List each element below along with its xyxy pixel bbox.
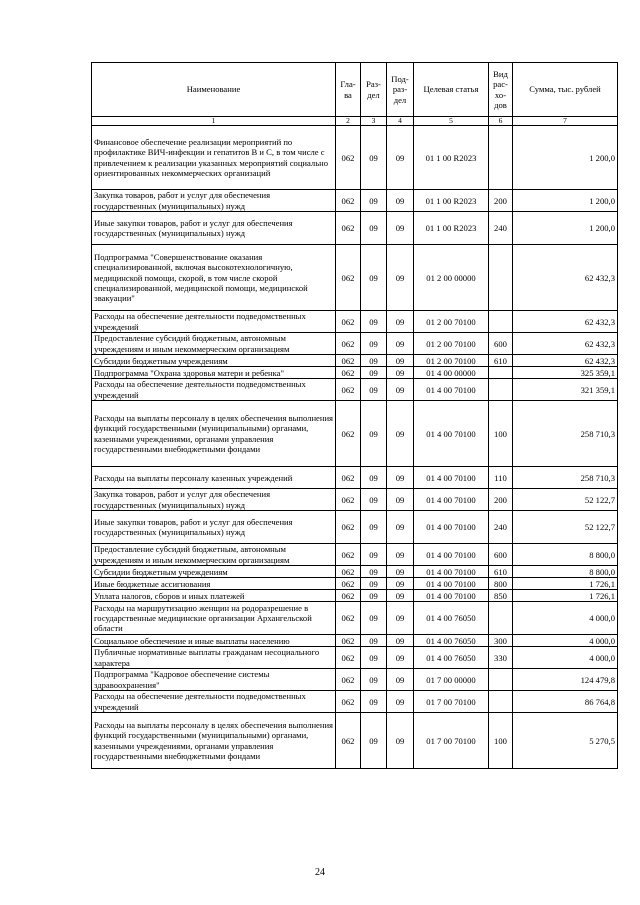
cell-target: 01 4 00 70100 — [414, 379, 489, 401]
table-row — [92, 511, 618, 544]
budget-table-container — [91, 62, 617, 769]
cell-subsection: 09 — [387, 647, 414, 669]
cell-target: 01 1 00 R2023 — [414, 212, 489, 245]
cell-chapter: 062 — [336, 590, 361, 602]
cell-name: Подпрограмма "Охрана здоровья матери и ребенка" — [92, 367, 336, 379]
cell-kind: 610 — [489, 566, 513, 578]
cell-section: 09 — [361, 566, 387, 578]
table-row — [92, 355, 618, 367]
cell-kind: 110 — [489, 467, 513, 489]
cell-sum: 62 432,3 — [513, 311, 618, 333]
table-row — [92, 367, 618, 379]
cell-name: Расходы на выплаты персоналу в целях обеспечения выполнения функций государственными (муниципальными) органами, казенными учреждениями, органами управления государственными внебюджетными фондами — [92, 713, 336, 769]
cell-subsection: 09 — [387, 713, 414, 769]
cell-sum: 321 359,1 — [513, 379, 618, 401]
cell-sum: 8 800,0 — [513, 544, 618, 566]
cell-name: Предоставление субсидий бюджетным, автономным учреждениям и иным некоммерческим организациям — [92, 333, 336, 355]
column-number: 2 — [336, 117, 361, 126]
table-row — [92, 669, 618, 691]
cell-sum: 8 800,0 — [513, 566, 618, 578]
cell-name: Субсидии бюджетным учреждениям — [92, 566, 336, 578]
cell-name: Закупка товаров, работ и услуг для обеспечения государственных (муниципальных) нужд — [92, 489, 336, 511]
cell-target: 01 7 00 00000 — [414, 669, 489, 691]
cell-sum: 62 432,3 — [513, 245, 618, 311]
cell-name: Расходы на обеспечение деятельности подведомственных учреждений — [92, 691, 336, 713]
cell-kind — [489, 126, 513, 190]
cell-chapter: 062 — [336, 212, 361, 245]
table-row — [92, 126, 618, 190]
cell-sum: 52 122,7 — [513, 511, 618, 544]
cell-chapter: 062 — [336, 467, 361, 489]
cell-kind — [489, 379, 513, 401]
cell-name: Предоставление субсидий бюджетным, автономным учреждениям и иным некоммерческим организациям — [92, 544, 336, 566]
cell-subsection: 09 — [387, 311, 414, 333]
cell-sum: 86 764,8 — [513, 691, 618, 713]
cell-target: 01 7 00 70100 — [414, 713, 489, 769]
cell-chapter: 062 — [336, 379, 361, 401]
cell-target: 01 7 00 70100 — [414, 691, 489, 713]
cell-target: 01 4 00 70100 — [414, 590, 489, 602]
cell-section: 09 — [361, 635, 387, 647]
header-name: Наименование — [92, 63, 336, 117]
cell-name: Иные закупки товаров, работ и услуг для обеспечения государственных (муниципальных) нужд — [92, 511, 336, 544]
cell-section: 09 — [361, 691, 387, 713]
cell-subsection: 09 — [387, 467, 414, 489]
cell-kind — [489, 691, 513, 713]
column-number: 7 — [513, 117, 618, 126]
cell-section: 09 — [361, 602, 387, 635]
cell-sum: 1 200,0 — [513, 212, 618, 245]
cell-section: 09 — [361, 401, 387, 467]
cell-sum: 4 000,0 — [513, 635, 618, 647]
column-number: 6 — [489, 117, 513, 126]
cell-subsection: 09 — [387, 669, 414, 691]
cell-name: Уплата налогов, сборов и иных платежей — [92, 590, 336, 602]
cell-kind: 330 — [489, 647, 513, 669]
cell-chapter: 062 — [336, 713, 361, 769]
cell-sum: 1 200,0 — [513, 126, 618, 190]
cell-section: 09 — [361, 245, 387, 311]
cell-chapter: 062 — [336, 669, 361, 691]
cell-chapter: 062 — [336, 489, 361, 511]
cell-chapter: 062 — [336, 635, 361, 647]
table-row — [92, 647, 618, 669]
table-row — [92, 245, 618, 311]
cell-name: Расходы на выплаты персоналу казенных учреждений — [92, 467, 336, 489]
cell-subsection: 09 — [387, 489, 414, 511]
cell-section: 09 — [361, 126, 387, 190]
cell-kind: 300 — [489, 635, 513, 647]
cell-subsection: 09 — [387, 379, 414, 401]
page-number: 24 — [315, 867, 325, 878]
table-header-row — [92, 63, 618, 117]
cell-chapter: 062 — [336, 691, 361, 713]
table-row — [92, 467, 618, 489]
cell-section: 09 — [361, 647, 387, 669]
cell-sum: 4 000,0 — [513, 647, 618, 669]
cell-subsection: 09 — [387, 190, 414, 212]
cell-section: 09 — [361, 713, 387, 769]
table-row — [92, 691, 618, 713]
cell-name: Социальное обеспечение и иные выплаты населению — [92, 635, 336, 647]
cell-chapter: 062 — [336, 367, 361, 379]
cell-sum: 52 122,7 — [513, 489, 618, 511]
cell-kind: 600 — [489, 333, 513, 355]
cell-kind: 100 — [489, 401, 513, 467]
cell-kind: 100 — [489, 713, 513, 769]
cell-target: 01 4 00 70100 — [414, 401, 489, 467]
cell-name: Расходы на выплаты персоналу в целях обеспечения выполнения функций государственными (муниципальными) органами, казенными учреждениями, органами управления государственными внебюджетными фондами — [92, 401, 336, 467]
cell-subsection: 09 — [387, 635, 414, 647]
table-row — [92, 489, 618, 511]
table-body — [92, 126, 618, 769]
cell-chapter: 062 — [336, 190, 361, 212]
table-row — [92, 590, 618, 602]
cell-subsection: 09 — [387, 602, 414, 635]
cell-subsection: 09 — [387, 212, 414, 245]
cell-chapter: 062 — [336, 333, 361, 355]
cell-kind — [489, 602, 513, 635]
cell-name: Иные закупки товаров, работ и услуг для обеспечения государственных (муниципальных) нужд — [92, 212, 336, 245]
cell-target: 01 4 00 70100 — [414, 467, 489, 489]
cell-subsection: 09 — [387, 355, 414, 367]
cell-chapter: 062 — [336, 311, 361, 333]
cell-chapter: 062 — [336, 602, 361, 635]
table-row — [92, 333, 618, 355]
cell-section: 09 — [361, 544, 387, 566]
cell-name: Закупка товаров, работ и услуг для обеспечения государственных (муниципальных) нужд — [92, 190, 336, 212]
cell-sum: 258 710,3 — [513, 401, 618, 467]
table-row — [92, 578, 618, 590]
cell-kind: 600 — [489, 544, 513, 566]
cell-section: 09 — [361, 669, 387, 691]
cell-kind: 200 — [489, 190, 513, 212]
cell-sum: 1 726,1 — [513, 590, 618, 602]
column-number-row — [92, 117, 618, 126]
cell-sum: 1 200,0 — [513, 190, 618, 212]
cell-chapter: 062 — [336, 647, 361, 669]
cell-kind — [489, 311, 513, 333]
cell-kind: 240 — [489, 511, 513, 544]
header-kind: Вид рас-хо-дов — [489, 63, 513, 117]
cell-chapter: 062 — [336, 401, 361, 467]
cell-section: 09 — [361, 467, 387, 489]
cell-section: 09 — [361, 590, 387, 602]
cell-chapter: 062 — [336, 566, 361, 578]
cell-name: Подпрограмма "Совершенствование оказания специализированной, включая высокотехнологичную, медицинской помощи, скорой, в том числе скорой специализированной, медицинской помощи, медицинской эвакуации" — [92, 245, 336, 311]
cell-target: 01 2 00 00000 — [414, 245, 489, 311]
cell-name: Иные бюджетные ассигнования — [92, 578, 336, 590]
cell-target: 01 4 00 70100 — [414, 511, 489, 544]
cell-kind — [489, 669, 513, 691]
cell-target: 01 4 00 70100 — [414, 578, 489, 590]
cell-subsection: 09 — [387, 245, 414, 311]
cell-sum: 325 359,1 — [513, 367, 618, 379]
cell-subsection: 09 — [387, 590, 414, 602]
cell-target: 01 2 00 70100 — [414, 311, 489, 333]
cell-target: 01 4 00 70100 — [414, 566, 489, 578]
cell-subsection: 09 — [387, 691, 414, 713]
cell-name: Финансовое обеспечение реализации мероприятий по профилактике ВИЧ-инфекции и гепатитов B и C, в том числе с привлечением к реализации указанных мероприятий социально ориентированных некоммерческих организаций — [92, 126, 336, 190]
cell-target: 01 4 00 70100 — [414, 489, 489, 511]
cell-name: Подпрограмма "Кадровое обеспечение системы здравоохранения" — [92, 669, 336, 691]
cell-section: 09 — [361, 367, 387, 379]
cell-subsection: 09 — [387, 544, 414, 566]
cell-section: 09 — [361, 511, 387, 544]
table-row — [92, 713, 618, 769]
table-row — [92, 566, 618, 578]
cell-chapter: 062 — [336, 245, 361, 311]
table-row — [92, 635, 618, 647]
cell-section: 09 — [361, 489, 387, 511]
cell-kind: 610 — [489, 355, 513, 367]
cell-name: Субсидии бюджетным учреждениям — [92, 355, 336, 367]
cell-target: 01 1 00 R2023 — [414, 190, 489, 212]
cell-target: 01 2 00 70100 — [414, 355, 489, 367]
cell-target: 01 4 00 76050 — [414, 647, 489, 669]
cell-name: Расходы на обеспечение деятельности подведомственных учреждений — [92, 311, 336, 333]
cell-subsection: 09 — [387, 126, 414, 190]
table-row — [92, 379, 618, 401]
column-number: 5 — [414, 117, 489, 126]
cell-subsection: 09 — [387, 367, 414, 379]
cell-subsection: 09 — [387, 401, 414, 467]
cell-target: 01 4 00 70100 — [414, 544, 489, 566]
table-row — [92, 311, 618, 333]
cell-sum: 5 270,5 — [513, 713, 618, 769]
header-sum: Сумма, тыс. рублей — [513, 63, 618, 117]
cell-section: 09 — [361, 379, 387, 401]
header-chapter: Гла-ва — [336, 63, 361, 117]
table-row — [92, 602, 618, 635]
cell-sum: 62 432,3 — [513, 355, 618, 367]
cell-target: 01 4 00 00000 — [414, 367, 489, 379]
cell-section: 09 — [361, 190, 387, 212]
cell-subsection: 09 — [387, 333, 414, 355]
header-section: Раз-дел — [361, 63, 387, 117]
cell-kind: 240 — [489, 212, 513, 245]
cell-name: Расходы на обеспечение деятельности подведомственных учреждений — [92, 379, 336, 401]
column-number: 3 — [361, 117, 387, 126]
cell-name: Расходы на маршрутизацию женщин на родоразрешение в государственные медицинские организации Архангельской области — [92, 602, 336, 635]
cell-section: 09 — [361, 212, 387, 245]
cell-target: 01 2 00 70100 — [414, 333, 489, 355]
cell-chapter: 062 — [336, 355, 361, 367]
cell-sum: 62 432,3 — [513, 333, 618, 355]
cell-target: 01 1 00 R2023 — [414, 126, 489, 190]
cell-sum: 4 000,0 — [513, 602, 618, 635]
cell-sum: 124 479,8 — [513, 669, 618, 691]
column-number: 4 — [387, 117, 414, 126]
cell-name: Публичные нормативные выплаты гражданам несоциального характера — [92, 647, 336, 669]
table-row — [92, 190, 618, 212]
cell-subsection: 09 — [387, 578, 414, 590]
cell-kind: 800 — [489, 578, 513, 590]
table-row — [92, 544, 618, 566]
header-subsection: Под-раз-дел — [387, 63, 414, 117]
cell-kind: 200 — [489, 489, 513, 511]
cell-subsection: 09 — [387, 566, 414, 578]
cell-kind — [489, 245, 513, 311]
header-target: Целевая статья — [414, 63, 489, 117]
cell-kind — [489, 367, 513, 379]
cell-section: 09 — [361, 355, 387, 367]
cell-chapter: 062 — [336, 126, 361, 190]
cell-chapter: 062 — [336, 578, 361, 590]
cell-sum: 258 710,3 — [513, 467, 618, 489]
cell-section: 09 — [361, 311, 387, 333]
cell-target: 01 4 00 76050 — [414, 602, 489, 635]
budget-table — [91, 62, 618, 769]
table-row — [92, 401, 618, 467]
cell-chapter: 062 — [336, 544, 361, 566]
cell-kind: 850 — [489, 590, 513, 602]
cell-sum: 1 726,1 — [513, 578, 618, 590]
cell-section: 09 — [361, 333, 387, 355]
cell-subsection: 09 — [387, 511, 414, 544]
cell-chapter: 062 — [336, 511, 361, 544]
table-row — [92, 212, 618, 245]
cell-target: 01 4 00 76050 — [414, 635, 489, 647]
column-number: 1 — [92, 117, 336, 126]
cell-section: 09 — [361, 578, 387, 590]
